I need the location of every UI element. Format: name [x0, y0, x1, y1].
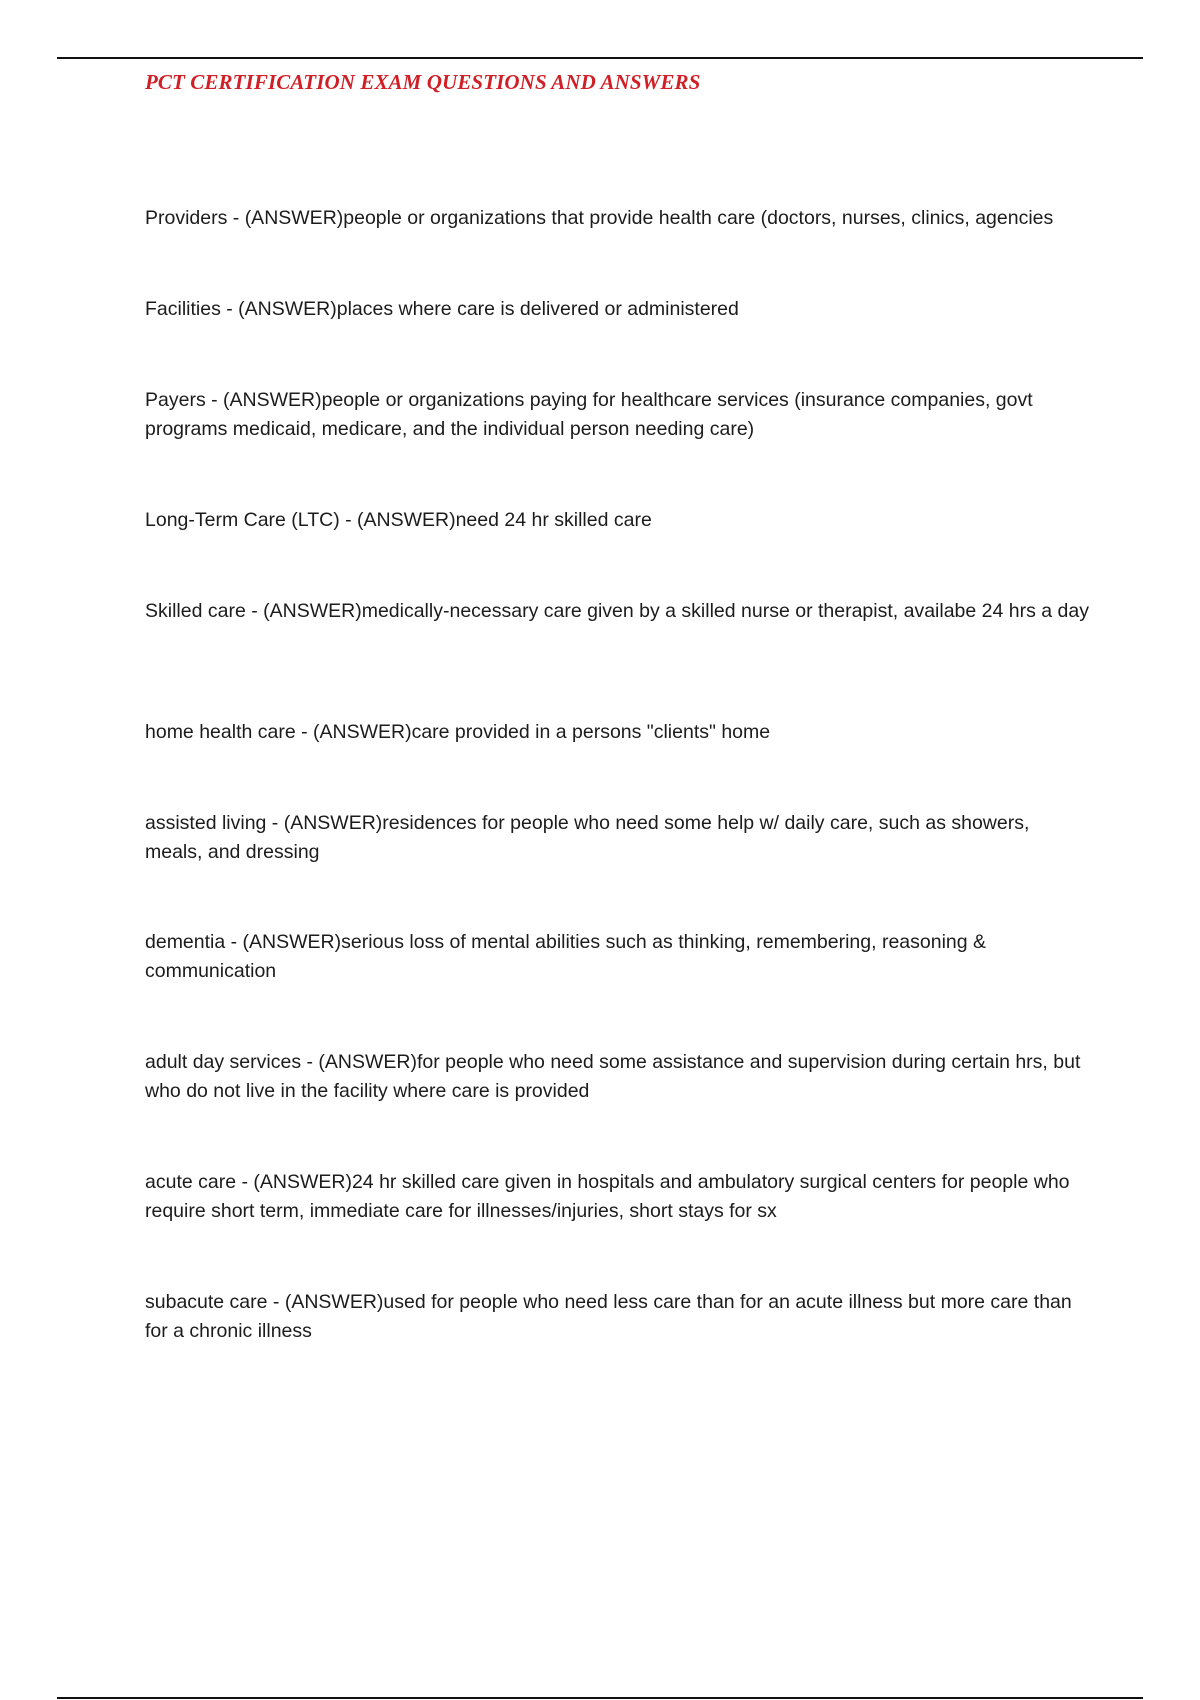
qa-item-long-term-care: Long-Term Care (LTC) - (ANSWER)need 24 hr skilled care	[145, 509, 652, 531]
qa-item-adult-day-services: adult day services - (ANSWER)for people who need some assistance and supervision during certain hrs, but who do not live in the facility where care is provided	[145, 1051, 1081, 1102]
bottom-divider	[57, 1697, 1143, 1699]
qa-item-assisted-living: assisted living - (ANSWER)residences for people who need some help w/ daily care, such as showers, meals, and dressing	[145, 812, 1030, 863]
qa-item-providers: Providers - (ANSWER)people or organizations that provide health care (doctors, nurses, clinics, agencies	[145, 207, 1054, 229]
qa-item-home-health-care: home health care - (ANSWER)care provided in a persons "clients" home	[145, 721, 771, 743]
qa-item-dementia: dementia - (ANSWER)serious loss of mental abilities such as thinking, remembering, reasoning & communication	[145, 931, 987, 982]
qa-item-subacute-care: subacute care - (ANSWER)used for people who need less care than for an acute illness but more care than for a chronic illness	[145, 1291, 1072, 1342]
qa-item-payers: Payers - (ANSWER)people or organizations paying for healthcare services (insurance companies, govt programs medicaid, medicare, and the individual person needing care)	[145, 389, 1033, 440]
qa-item-skilled-care: Skilled care - (ANSWER)medically-necessary care given by a skilled nurse or therapist, availabe 24 hrs a day	[145, 600, 1089, 622]
qa-item-acute-care: acute care - (ANSWER)24 hr skilled care given in hospitals and ambulatory surgical centers for people who require short term, immediate care for illnesses/injuries, short stays for sx	[145, 1171, 1070, 1222]
document-title: PCT CERTIFICATION EXAM QUESTIONS AND ANSWERS	[145, 70, 701, 94]
qa-item-facilities: Facilities - (ANSWER)places where care is delivered or administered	[145, 298, 739, 320]
top-divider	[57, 57, 1143, 59]
